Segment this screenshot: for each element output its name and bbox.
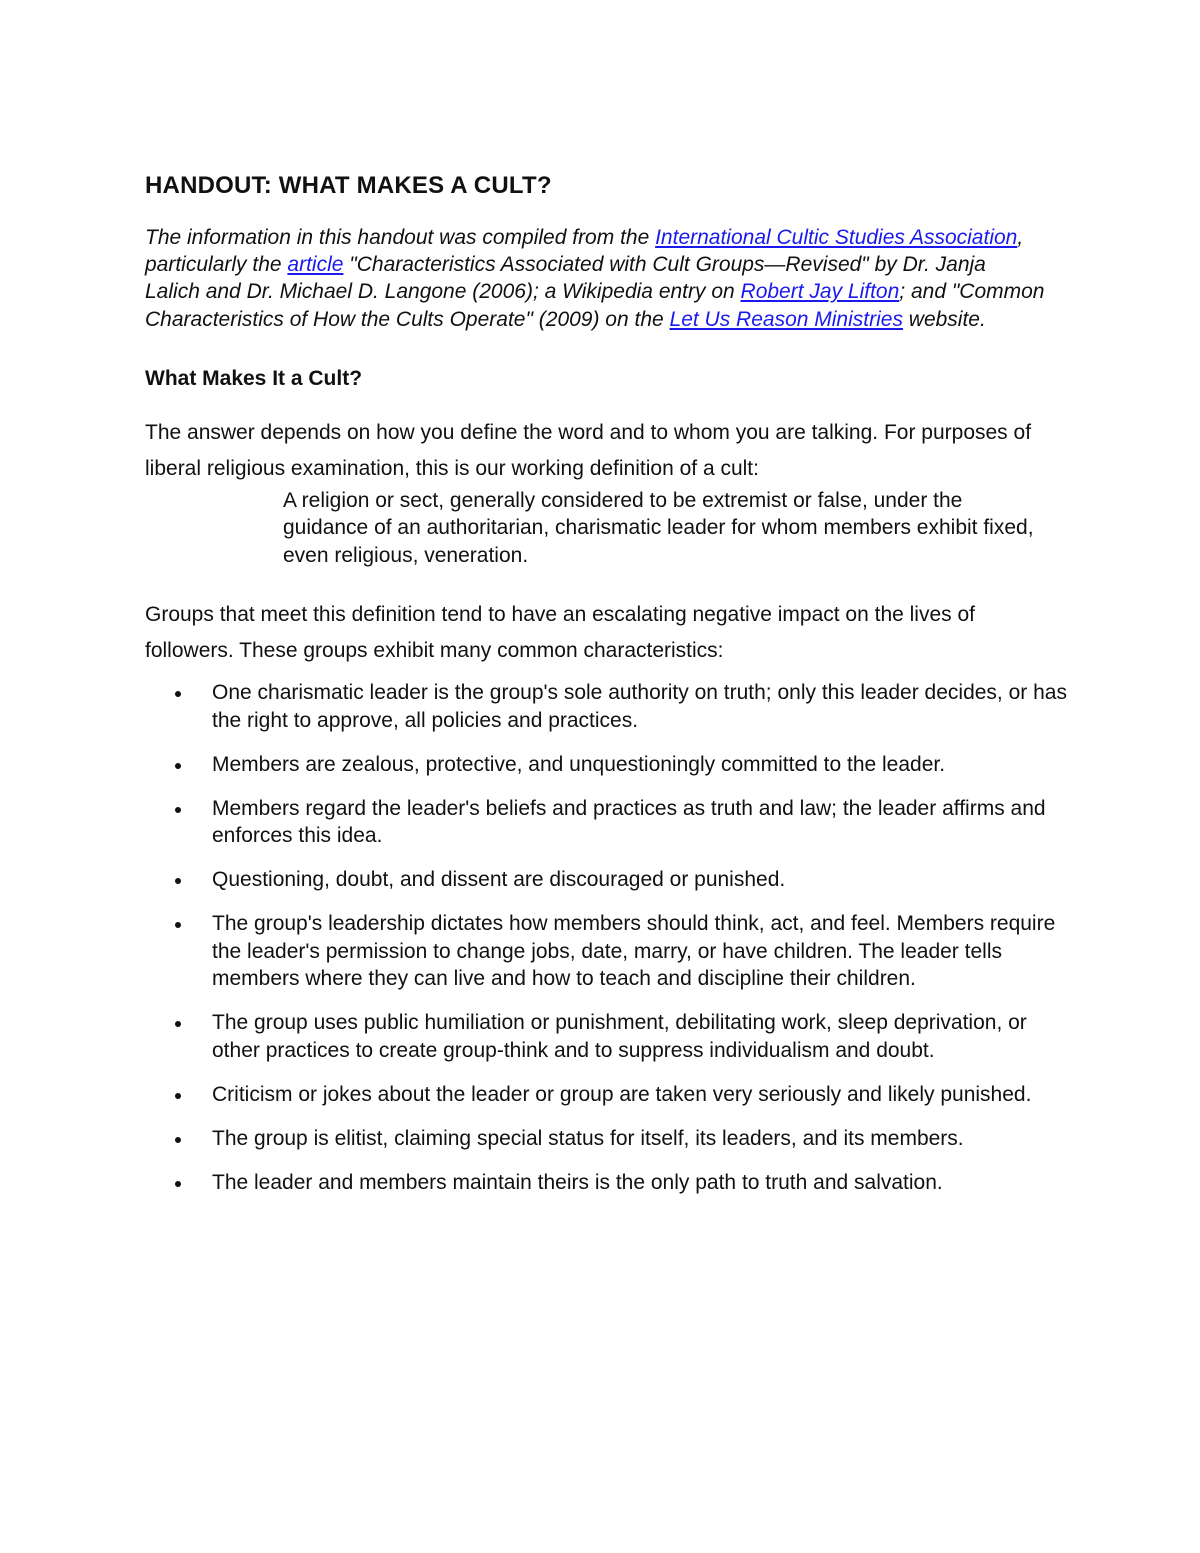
bullet-icon <box>175 1181 181 1187</box>
page-title: HANDOUT: WHAT MAKES A CULT? <box>145 172 552 199</box>
cult-definition: A religion or sect, generally considered to be extremist or false, under the guidance of an authoritarian, charismatic leader for whom members exhibit fixed, even religious, veneration. <box>283 488 1034 567</box>
bullet-icon <box>175 807 181 813</box>
list-item-text: The group's leadership dictates how members should think, act, and feel. Members require the leader's permission to change jobs, date, marry, or have children. The leader tells members where they can live and how to teach and discipline their children. <box>212 912 1056 991</box>
article-link[interactable]: article <box>287 253 344 277</box>
intro-text-4: ; and "Common Characteristics of How the Cults Operate" (2009) on the <box>145 280 1045 331</box>
list-item <box>145 1169 1072 1197</box>
list-item <box>145 1125 1072 1153</box>
list-item <box>145 795 1072 850</box>
answer-paragraph: The answer depends on how you define the word and to whom you are talking. For purposes of liberal religious examination, this is our working definition of a cult: <box>145 420 1032 480</box>
intro-text-1: The information in this handout was compiled from the <box>145 226 656 249</box>
bullet-icon <box>175 878 181 884</box>
list-item-text: Members regard the leader's beliefs and practices as truth and law; the leader affirms and enforces this idea. <box>212 796 1046 848</box>
intro-text-2: , particularly the <box>145 226 1024 277</box>
lifton-link[interactable]: Robert Jay Lifton <box>740 280 900 304</box>
section-heading: What Makes It a Cult? <box>145 366 363 390</box>
bullet-icon <box>175 691 181 697</box>
list-item <box>145 1081 1072 1109</box>
characteristics-list <box>145 679 1065 1196</box>
bullet-icon <box>175 1021 181 1027</box>
icsa-link[interactable]: International Cultic Studies Association <box>655 226 1018 249</box>
intro-paragraph <box>145 224 1045 333</box>
let-us-reason-link[interactable]: Let Us Reason Ministries <box>669 307 903 331</box>
intro-text-5: website. <box>902 307 986 331</box>
handout-page <box>145 168 1065 1213</box>
list-item-text: One charismatic leader is the group's sole authority on truth; only this leader decides, or has the right to approve, all policies and practices. <box>212 681 1067 732</box>
groups-paragraph: Groups that meet this definition tend to have an escalating negative impact on the lives of followers. These groups exhibit many common characteristics: <box>145 603 976 663</box>
list-item-text: Members are zealous, protective, and unquestioningly committed to the leader. <box>212 752 946 776</box>
list-item <box>145 1009 1072 1064</box>
bullet-icon <box>175 1137 181 1143</box>
intro-text-3: "Characteristics Associated with Cult Groups—Revised" by Dr. Janja Lalich and Dr. Michael D. Langone (2006); a Wikipedia entry on <box>145 253 986 304</box>
list-item-text: The group is elitist, claiming special status for itself, its leaders, and its members. <box>212 1126 964 1150</box>
list-item-text: Questioning, doubt, and dissent are discouraged or punished. <box>212 868 786 892</box>
list-item <box>145 866 1072 894</box>
list-item-text: The group uses public humiliation or punishment, debilitating work, sleep deprivation, or other practices to create group-think and to suppress individualism and doubt. <box>212 1011 1027 1062</box>
list-item <box>145 679 1072 734</box>
list-item <box>145 751 1072 779</box>
list-item-text: Criticism or jokes about the leader or group are taken very seriously and likely punished. <box>212 1082 1032 1106</box>
bullet-icon <box>175 1093 181 1099</box>
bullet-icon <box>175 763 181 769</box>
bullet-icon <box>175 922 181 928</box>
list-item <box>145 910 1072 993</box>
list-item-text: The leader and members maintain theirs is the only path to truth and salvation. <box>212 1170 943 1194</box>
